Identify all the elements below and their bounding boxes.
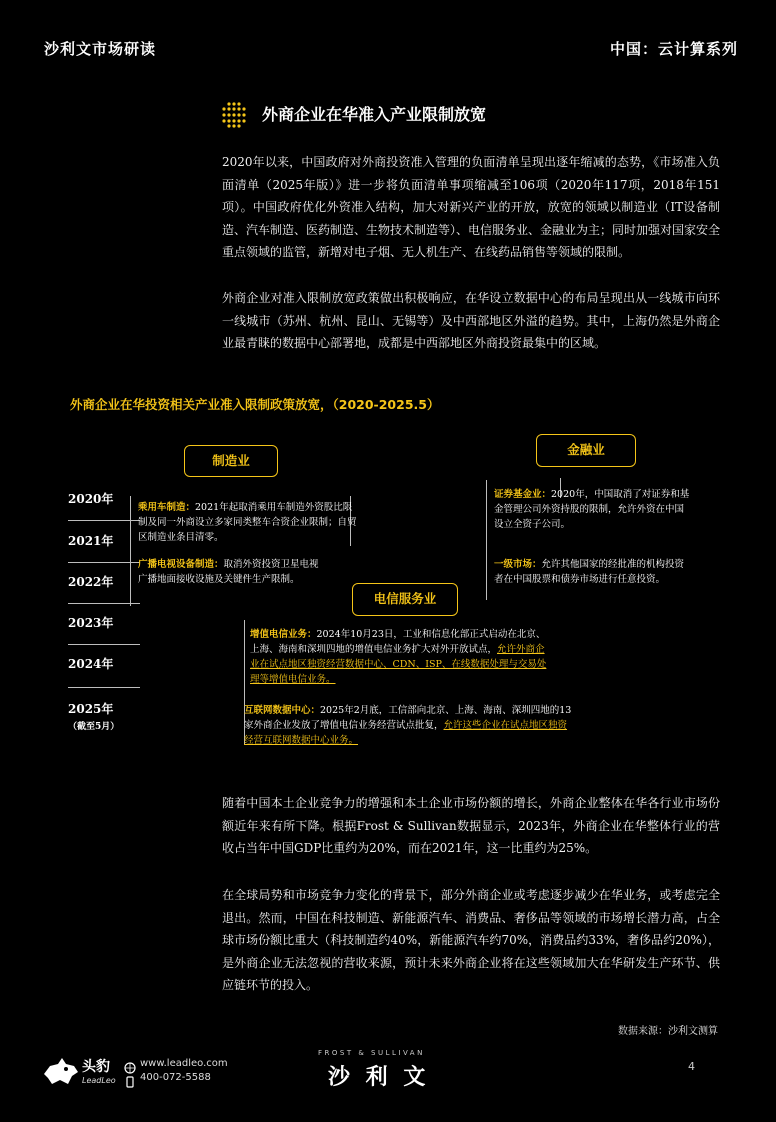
year-divider [68,603,140,604]
leadleo-logo-icon [40,1056,80,1086]
item-primary-key: 一级市场： [494,559,542,570]
item-primary-market [494,557,690,587]
year-label-2024: 2024年 [68,657,114,671]
paragraph-3: 随着中国本土企业竞争力的增强和本土企业市场份额的增长，外商企业整体在华各行业市场份额近年来有所下降。根据Frost & Sullivan数据显示，2023年，外商企业在华整体行业的营收占当年中国GDP比重约为20%，而在2021年，这一比重约为25%。 [222,796,720,855]
year-label-2025-text: 2025年 [68,702,114,716]
year-label-2020: 2020年 [68,492,114,506]
year-label-2025 [68,700,119,732]
category-tag-manufacturing: 制造业 [184,445,278,477]
item-idc-highlight: 允许这些企业在试点地区独资经营互联网数据中心业务。 [244,720,568,746]
item-securities-fund [494,487,690,532]
year-divider [68,644,140,645]
paragraph-1: 2020年以来，中国政府对外商投资准入管理的负面清单呈现出逐年缩减的态势，《市场准入负面清单（2025年版）》进一步将负面清单事项缩减至106项（2020年117项，2018年151项）。中国政府优化外资准入结构，加大对新兴产业的开放，放宽的领域以制造业（IT设备制造、汽车制造、医药制造、生物技术制造等）、电信服务业、金融业为主；同时加强对国家安全重点领域的监管，新增对电子烟、无人机生产、在线药品销售等领域的限制。 [222,155,721,259]
year-divider [68,562,140,563]
timeline-title: 外商企业在华投资相关产业准入限制政策放宽，（2020-2025.5） [70,397,440,412]
item-broadcast-key: 广播电视设备制造： [138,559,224,570]
footer-phone: 400-072-5588 [140,1072,211,1083]
year-divider [68,687,140,688]
item-vat-text: 2024年10月23日，工业和信息化部正式启动在北京、上海、海南和深圳四地的增值电信业务扩大对外开放试点， [250,629,546,655]
finance-guide-line [486,480,487,600]
item-idc-text: 2025年2月底，工信部向北京、上海、海南、深圳四地的13家外商企业发放了增值电信业务经营试点批复， [244,705,572,731]
logo-chinese-name: 头豹 [82,1059,110,1075]
item-internet-data-center [244,703,574,748]
year-note: （截至5月） [68,722,120,732]
item-vat-highlight: 允许外商企业在试点地区独资经营数据中心、CDN、ISP、在线数据处理与交易处理等增值电信业务。 [250,644,547,685]
item-vat-key: 增值电信业务： [250,629,317,640]
data-source: 数据来源：沙利文测算 [618,1026,718,1037]
item-broadcast-equipment [138,557,326,587]
item-primary-text: 允许其他国家的经批准的机构投资者在中国股票和债券市场进行任意投资。 [494,559,685,585]
header-left-title: 沙利文市场研读 [44,40,157,58]
logo-english-name: LeadLeo [82,1076,116,1085]
section-title: 外商企业在华准入产业限制放宽 [262,105,487,124]
item-idc-key: 互联网数据中心： [244,705,321,716]
item-car-key: 乘用车制造： [138,502,196,513]
manufacturing-guide-line [130,496,131,606]
item-securities-key: 证券基金业： [494,489,552,500]
year-label-2022: 2022年 [68,575,114,589]
item-car-manufacturing [138,500,360,545]
footer-website: www.leadleo.com [140,1058,228,1069]
phone-icon [124,1073,136,1085]
year-label-2021: 2021年 [68,534,114,548]
paragraph-4: 在全球局势和市场竞争力变化的背景下，部分外商企业或考虑逐步减少在华业务，或考虑完全退出。然而，中国在科技制造、新能源汽车、消费品、奢侈品等领域的市场增长潜力高，占全球市场份额比重大（科技制造约40%，新能源汽车约70%，消费品约33%，奢侈品约20%），是外商企业无法忽视的营收来源，预计未来外商企业将在这些领域加大在华研发生产环节、供应链环节的投入。 [222,888,720,992]
paragraph-2: 外商企业对准入限制放宽政策做出积极响应，在华设立数据中心的布局呈现出从一线城市向环一线城市（苏州、杭州、昆山、无锡等）及中西部地区外溢的趋势。其中，上海仍然是外商企业最青睐的数据中心部署地，成都是中西部地区外商投资最集中的区域。 [222,291,720,350]
web-icon [124,1059,136,1071]
category-tag-finance: 金融业 [536,434,636,467]
year-divider [68,520,140,521]
item-securities-text: 2020年，中国取消了对证券和基金管理公司外资持股的限制，允许外资在中国设立全资子公司。 [494,489,690,530]
dot-grid-icon [218,99,250,131]
category-tag-telecom: 电信服务业 [352,583,458,616]
header-right-title: 中国：云计算系列 [609,40,738,58]
item-broadcast-text: 取消外资投资卫星电视广播地面接收设施及关键件生产限制。 [138,559,319,585]
item-car-text: 2021年起取消乘用车制造外资股比限制及同一外商设立多家同类整车合资企业限制；自贸区制造业条目清零。 [138,502,357,543]
frost-sullivan-wordmark: FROST & SULLIVAN [318,1049,425,1057]
year-label-2023: 2023年 [68,616,114,630]
sullivan-chinese-logo: 沙 利 文 [328,1065,430,1090]
page-number: 4 [688,1060,695,1073]
item-value-added-telecom [250,627,550,687]
